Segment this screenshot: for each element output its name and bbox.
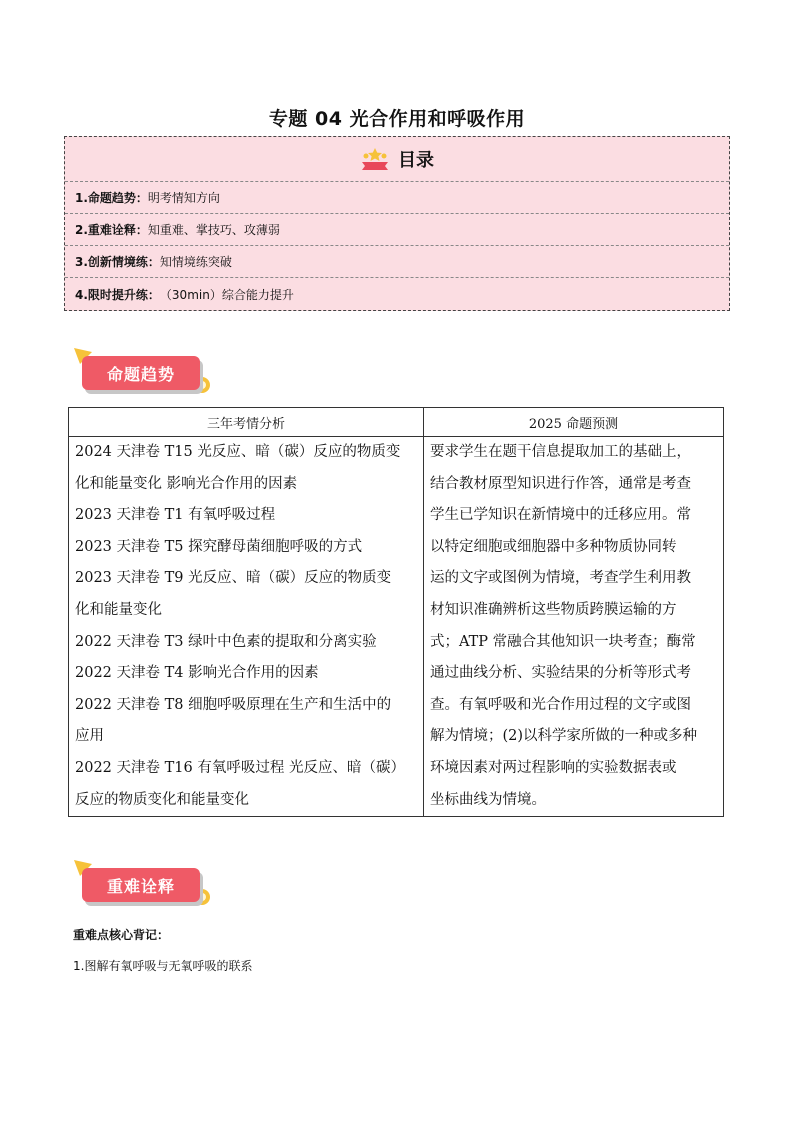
prediction-line: 环境因素对两过程影响的实验数据表或 xyxy=(429,759,677,776)
analysis-line: 化和能量变化 影响光合作用的因素 xyxy=(75,475,298,492)
prediction-line: 运的文字或图例为情境，考查学生利用教 xyxy=(429,570,691,587)
prediction-line: 学生已学知识在新情境中的迁移应用。常 xyxy=(429,507,691,524)
prediction-cell xyxy=(423,437,723,817)
analysis-line: 2022 天津卷 T3 绿叶中色素的提取和分离实验 xyxy=(75,633,377,650)
toc-item[interactable]: 4.限时提升练： （30min）综合能力提升 xyxy=(75,287,294,302)
analysis-line: 应用 xyxy=(75,728,104,745)
table-header-analysis: 三年考情分析 xyxy=(69,408,424,437)
analysis-line: 2022 天津卷 T16 有氧呼吸过程 光反应、暗（碳） xyxy=(75,759,405,776)
table-row xyxy=(69,437,724,817)
toc-header xyxy=(65,137,729,182)
section-item: 1.图解有氧呼吸与无氧呼吸的联系 xyxy=(73,959,253,973)
analysis-line: 反应的物质变化和能量变化 xyxy=(75,791,249,808)
exam-analysis-table xyxy=(68,407,724,817)
toc-item[interactable]: 1.命题趋势： 明考情知方向 xyxy=(65,182,729,214)
section-subheading: 重难点核心背记： xyxy=(73,928,170,942)
analysis-line: 2022 天津卷 T8 细胞呼吸原理在生产和生活中的 xyxy=(75,696,392,713)
prediction-line: 式；ATP 常融合其他知识一块考查；酶常 xyxy=(429,633,696,650)
toc-item[interactable]: 3.创新情境练： 知情境练突破 xyxy=(65,246,729,278)
section-banner-trend xyxy=(72,344,212,402)
prediction-line: 结合教材原型知识进行作答，通常是考查 xyxy=(429,475,691,492)
banner-label: 重难诠释 xyxy=(82,868,200,902)
prediction-line: 解为情境；(2)以科学家所做的一种或多种 xyxy=(429,728,697,745)
toc-item[interactable]: 2.重难诠释： 知重难、掌技巧、攻薄弱 xyxy=(65,214,729,246)
prediction-line: 以特定细胞或细胞器中多种物质协同转 xyxy=(429,538,677,555)
analysis-line: 2023 天津卷 T5 探究酵母菌细胞呼吸的方式 xyxy=(75,538,363,555)
analysis-line: 2022 天津卷 T4 影响光合作用的因素 xyxy=(75,665,319,682)
prediction-line: 要求学生在题干信息提取加工的基础上， xyxy=(429,444,691,460)
page-title: 专题 04 光合作用和呼吸作用 xyxy=(268,108,526,130)
prediction-line: 通过曲线分析、实验结果的分析等形式考 xyxy=(429,665,691,682)
analysis-line: 2023 天津卷 T9 光反应、暗（碳）反应的物质变 xyxy=(75,570,392,587)
table-header-prediction: 2025 命题预测 xyxy=(423,408,723,437)
analysis-line: 2023 天津卷 T1 有氧呼吸过程 xyxy=(75,507,276,524)
analysis-line: 化和能量变化 xyxy=(75,601,162,618)
table-of-contents xyxy=(64,136,730,311)
section-banner-key-points xyxy=(72,856,212,914)
analysis-cell xyxy=(69,437,424,817)
prediction-line: 查。有氧呼吸和光合作用过程的文字或图 xyxy=(429,696,691,713)
toc-title: 目录 xyxy=(398,150,434,171)
prediction-line: 材知识准确辨析这些物质跨膜运输的方 xyxy=(429,601,677,618)
analysis-line: 2024 天津卷 T15 光反应、暗（碳）反应的物质变 xyxy=(75,444,401,460)
crown-ribbon-icon xyxy=(360,146,390,172)
prediction-line: 坐标曲线为情境。 xyxy=(429,791,546,808)
banner-label: 命题趋势 xyxy=(82,356,200,390)
